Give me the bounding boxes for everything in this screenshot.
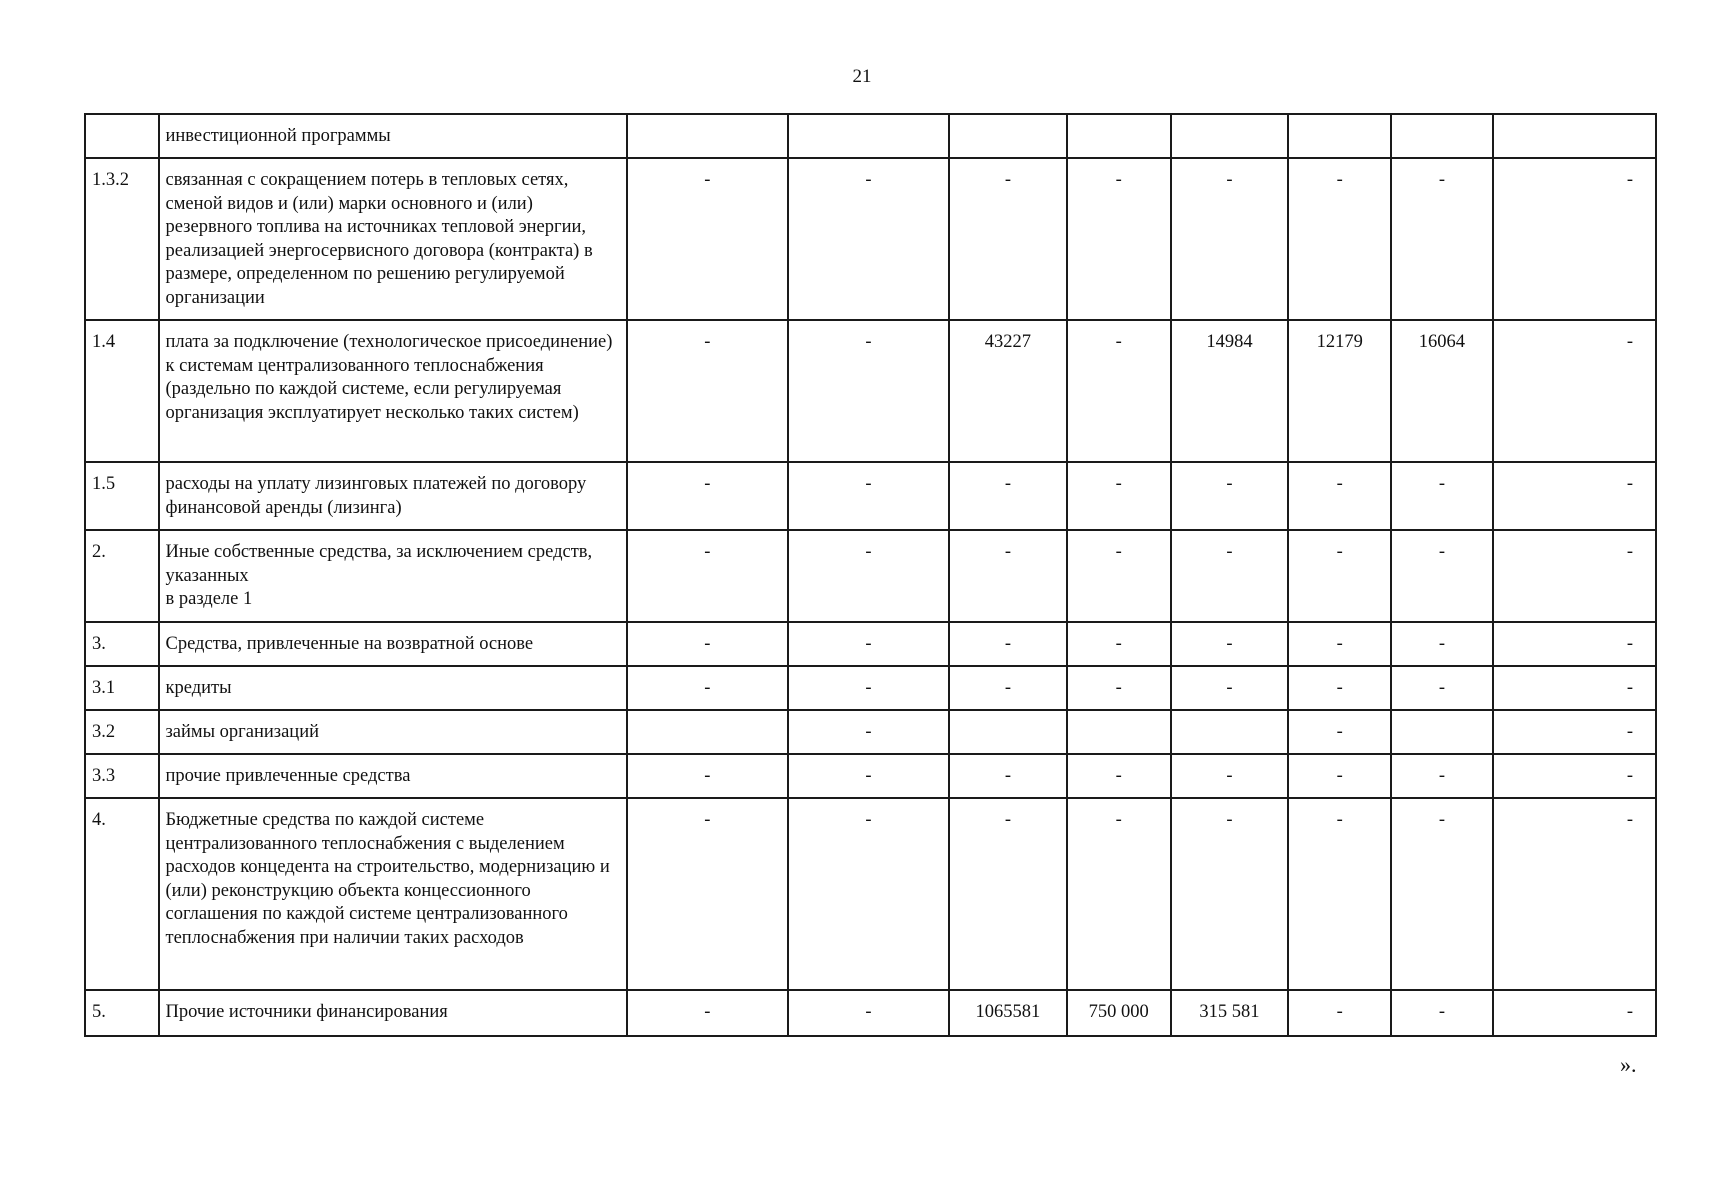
table-row (85, 462, 1656, 530)
financing-sources-table (84, 113, 1657, 1037)
row-description-cell: расходы на уплату лизинговых платежей по договору финансовой аренды (лизинга) (159, 462, 627, 530)
table-row (85, 710, 1656, 754)
value-cell (1493, 114, 1656, 158)
value-cell: - (1288, 530, 1391, 622)
value-cell: - (1391, 622, 1493, 666)
value-cell: - (1067, 666, 1171, 710)
value-cell: - (788, 990, 949, 1036)
table-row (85, 114, 1656, 158)
row-description-cell: займы организаций (159, 710, 627, 754)
value-cell: - (788, 754, 949, 798)
value-cell: - (1067, 754, 1171, 798)
value-cell: - (627, 462, 788, 530)
value-cell: - (1067, 530, 1171, 622)
value-cell: - (1391, 798, 1493, 990)
value-cell: - (1391, 754, 1493, 798)
value-cell: - (788, 798, 949, 990)
value-cell: 14984 (1171, 320, 1289, 462)
value-cell: - (1067, 798, 1171, 990)
value-cell (1171, 114, 1289, 158)
value-cell (1067, 710, 1171, 754)
value-cell: - (627, 754, 788, 798)
value-cell: - (1391, 462, 1493, 530)
value-cell: - (627, 622, 788, 666)
value-cell: - (1493, 754, 1656, 798)
row-number-cell: 3.2 (85, 710, 159, 754)
value-cell: - (627, 158, 788, 320)
value-cell: 1065581 (949, 990, 1067, 1036)
value-cell (627, 114, 788, 158)
value-cell: - (949, 666, 1067, 710)
row-number-cell: 2. (85, 530, 159, 622)
value-cell (949, 710, 1067, 754)
table-body (85, 114, 1656, 1036)
row-description-cell: прочие привлеченные средства (159, 754, 627, 798)
value-cell: 16064 (1391, 320, 1493, 462)
value-cell: - (788, 710, 949, 754)
row-number-cell: 3.3 (85, 754, 159, 798)
value-cell: - (1493, 710, 1656, 754)
value-cell (1067, 114, 1171, 158)
value-cell: - (788, 462, 949, 530)
value-cell: - (1288, 710, 1391, 754)
value-cell: - (788, 320, 949, 462)
value-cell: - (1391, 158, 1493, 320)
value-cell (1288, 114, 1391, 158)
table-row (85, 990, 1656, 1036)
value-cell: - (1171, 530, 1289, 622)
value-cell: - (1171, 754, 1289, 798)
page-number: 21 (852, 66, 872, 87)
value-cell: - (949, 622, 1067, 666)
value-cell: - (1391, 666, 1493, 710)
table-row (85, 754, 1656, 798)
row-description-cell: Бюджетные средства по каждой системе централизованного теплоснабжения с выделением расходов концедента на строительство, модернизацию и (или) реконструкцию объекта концессионного соглашения по каждой системе централизованного теплоснабжения при наличии таких расходов (159, 798, 627, 990)
table-row (85, 320, 1656, 462)
value-cell (1391, 114, 1493, 158)
value-cell: 750 000 (1067, 990, 1171, 1036)
value-cell: - (1171, 158, 1289, 320)
value-cell: - (1171, 798, 1289, 990)
value-cell: - (1171, 462, 1289, 530)
value-cell: 12179 (1288, 320, 1391, 462)
table-row (85, 666, 1656, 710)
row-description-cell: Прочие источники финансирования (159, 990, 627, 1036)
value-cell: - (949, 798, 1067, 990)
value-cell: - (1493, 666, 1656, 710)
value-cell: - (949, 754, 1067, 798)
value-cell (949, 114, 1067, 158)
closing-quote-mark: ». (1620, 1052, 1637, 1077)
value-cell: - (1288, 666, 1391, 710)
value-cell (627, 710, 788, 754)
value-cell: - (788, 530, 949, 622)
row-number-cell: 1.3.2 (85, 158, 159, 320)
row-number-cell: 3.1 (85, 666, 159, 710)
value-cell: - (1493, 798, 1656, 990)
value-cell: - (1288, 798, 1391, 990)
table-row (85, 798, 1656, 990)
value-cell: - (1493, 462, 1656, 530)
value-cell: - (1067, 622, 1171, 666)
row-number-cell: 4. (85, 798, 159, 990)
value-cell: - (1391, 530, 1493, 622)
value-cell: - (788, 666, 949, 710)
row-number-cell: 5. (85, 990, 159, 1036)
table-row (85, 530, 1656, 622)
value-cell: - (1288, 754, 1391, 798)
value-cell: - (1493, 158, 1656, 320)
value-cell: - (949, 158, 1067, 320)
value-cell (1391, 710, 1493, 754)
value-cell: - (1288, 990, 1391, 1036)
value-cell (788, 114, 949, 158)
value-cell: - (627, 990, 788, 1036)
value-cell: 43227 (949, 320, 1067, 462)
row-number-cell: 1.4 (85, 320, 159, 462)
row-number-cell (85, 114, 159, 158)
value-cell: - (1171, 666, 1289, 710)
value-cell: - (1493, 320, 1656, 462)
table-row (85, 622, 1656, 666)
value-cell: - (627, 666, 788, 710)
value-cell: - (1288, 622, 1391, 666)
row-description-cell: Иные собственные средства, за исключением средств, указанных в разделе 1 (159, 530, 627, 622)
value-cell: - (788, 622, 949, 666)
row-number-cell: 1.5 (85, 462, 159, 530)
value-cell: - (949, 462, 1067, 530)
row-description-cell: плата за подключение (технологическое присоединение) к системам централизованного теплоснабжения (раздельно по каждой системе, если регулируемая организация эксплуатирует несколько таких систем) (159, 320, 627, 462)
value-cell: - (1493, 530, 1656, 622)
value-cell: - (788, 158, 949, 320)
table-row (85, 158, 1656, 320)
value-cell: - (1171, 622, 1289, 666)
value-cell: - (1067, 158, 1171, 320)
value-cell: - (627, 798, 788, 990)
row-description-cell: инвестиционной программы (159, 114, 627, 158)
row-description-cell: кредиты (159, 666, 627, 710)
row-number-cell: 3. (85, 622, 159, 666)
value-cell: - (627, 320, 788, 462)
value-cell: - (1493, 990, 1656, 1036)
value-cell: - (1067, 462, 1171, 530)
value-cell: - (949, 530, 1067, 622)
value-cell: - (1391, 990, 1493, 1036)
value-cell: - (1067, 320, 1171, 462)
value-cell: 315 581 (1171, 990, 1289, 1036)
row-description-cell: связанная с сокращением потерь в тепловых сетях, сменой видов и (или) марки основного и (или) резервного топлива на источниках тепловой энергии, реализацией энергосервисного договора (контракта) в размере, определенном по решению регулируемой организации (159, 158, 627, 320)
value-cell: - (627, 530, 788, 622)
row-description-cell: Средства, привлеченные на возвратной основе (159, 622, 627, 666)
value-cell: - (1288, 462, 1391, 530)
value-cell (1171, 710, 1289, 754)
value-cell: - (1493, 622, 1656, 666)
value-cell: - (1288, 158, 1391, 320)
